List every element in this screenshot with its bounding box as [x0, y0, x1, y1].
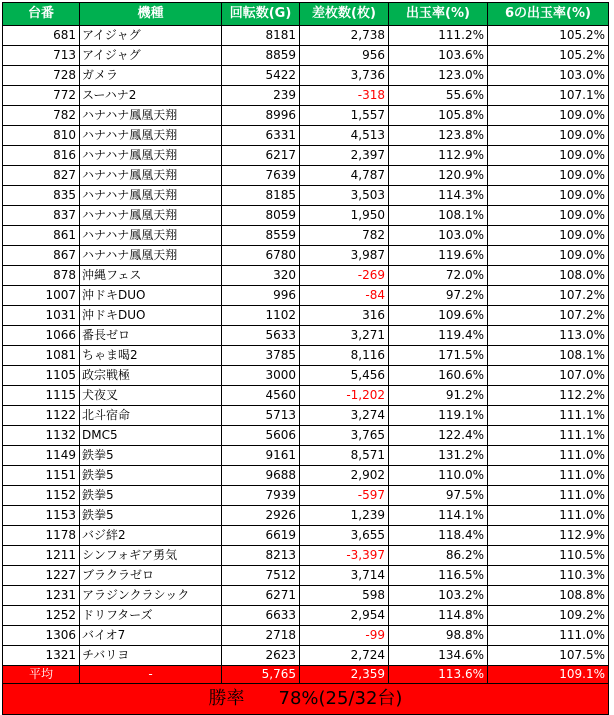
- cell-payout-rate: 98.8%: [389, 626, 488, 646]
- cell-spins: 6271: [222, 586, 300, 606]
- cell-machine-number: 1252: [3, 606, 80, 626]
- cell-model: アイジャグ: [80, 26, 222, 46]
- cell-machine-number: 1306: [3, 626, 80, 646]
- cell-model: 政宗戦極: [80, 366, 222, 386]
- cell-payout-rate: 123.8%: [389, 126, 488, 146]
- cell-machine-number: 1066: [3, 326, 80, 346]
- cell-diff: -1,202: [300, 386, 389, 406]
- cell-diff: -3,397: [300, 546, 389, 566]
- table-row: [3, 606, 609, 626]
- cell-model: 鉄拳5: [80, 506, 222, 526]
- cell-machine-number: 713: [3, 46, 80, 66]
- cell-machine-number: 772: [3, 86, 80, 106]
- cell-setting6-rate: 109.0%: [488, 246, 609, 266]
- cell-machine-number: 1211: [3, 546, 80, 566]
- cell-machine-number: 782: [3, 106, 80, 126]
- cell-model: バジ絆2: [80, 526, 222, 546]
- table-row: [3, 386, 609, 406]
- cell-spins: 9161: [222, 446, 300, 466]
- cell-machine-number: 1321: [3, 646, 80, 666]
- header-setting6-rate: 6の出玉率(%): [488, 3, 609, 26]
- cell-setting6-rate: 112.9%: [488, 526, 609, 546]
- cell-model: チバリヨ: [80, 646, 222, 666]
- cell-model: ドリフターズ: [80, 606, 222, 626]
- cell-setting6-rate: 111.0%: [488, 466, 609, 486]
- cell-setting6-rate: 107.2%: [488, 306, 609, 326]
- cell-model: ハナハナ鳳凰天翔: [80, 226, 222, 246]
- average-rate6: 109.1%: [488, 666, 609, 684]
- cell-model: バイオ7: [80, 626, 222, 646]
- cell-payout-rate: 86.2%: [389, 546, 488, 566]
- cell-diff: -99: [300, 626, 389, 646]
- cell-model: シンフォギア勇気: [80, 546, 222, 566]
- cell-diff: 2,738: [300, 26, 389, 46]
- cell-setting6-rate: 107.5%: [488, 646, 609, 666]
- cell-setting6-rate: 109.0%: [488, 126, 609, 146]
- cell-payout-rate: 160.6%: [389, 366, 488, 386]
- cell-setting6-rate: 109.0%: [488, 186, 609, 206]
- cell-model: スーハナ2: [80, 86, 222, 106]
- cell-diff: 2,902: [300, 466, 389, 486]
- cell-model: ハナハナ鳳凰天翔: [80, 186, 222, 206]
- cell-diff: 8,571: [300, 446, 389, 466]
- cell-setting6-rate: 113.0%: [488, 326, 609, 346]
- cell-payout-rate: 122.4%: [389, 426, 488, 446]
- table-row: [3, 326, 609, 346]
- cell-diff: 3,271: [300, 326, 389, 346]
- cell-machine-number: 867: [3, 246, 80, 266]
- cell-model: 沖ドキDUO: [80, 286, 222, 306]
- table-row: [3, 566, 609, 586]
- cell-spins: 9688: [222, 466, 300, 486]
- cell-payout-rate: 171.5%: [389, 346, 488, 366]
- cell-diff: 1,557: [300, 106, 389, 126]
- cell-setting6-rate: 111.0%: [488, 486, 609, 506]
- cell-payout-rate: 131.2%: [389, 446, 488, 466]
- cell-machine-number: 1122: [3, 406, 80, 426]
- cell-spins: 4560: [222, 386, 300, 406]
- cell-payout-rate: 103.2%: [389, 586, 488, 606]
- cell-diff: -597: [300, 486, 389, 506]
- cell-machine-number: 1007: [3, 286, 80, 306]
- cell-setting6-rate: 110.5%: [488, 546, 609, 566]
- cell-model: ハナハナ鳳凰天翔: [80, 106, 222, 126]
- cell-machine-number: 1152: [3, 486, 80, 506]
- cell-machine-number: 1031: [3, 306, 80, 326]
- cell-setting6-rate: 111.0%: [488, 506, 609, 526]
- cell-diff: -84: [300, 286, 389, 306]
- cell-machine-number: 861: [3, 226, 80, 246]
- cell-model: 鉄拳5: [80, 466, 222, 486]
- cell-model: アラジンクラシック: [80, 586, 222, 606]
- cell-machine-number: 816: [3, 146, 80, 166]
- cell-diff: 2,724: [300, 646, 389, 666]
- cell-spins: 6331: [222, 126, 300, 146]
- cell-machine-number: 1227: [3, 566, 80, 586]
- average-row: [3, 666, 609, 684]
- table-row: [3, 246, 609, 266]
- win-rate-cell: [3, 684, 609, 715]
- cell-payout-rate: 114.8%: [389, 606, 488, 626]
- header-diff: 差枚数(枚): [300, 3, 389, 26]
- cell-model: 鉄拳5: [80, 486, 222, 506]
- table-row: [3, 226, 609, 246]
- cell-spins: 996: [222, 286, 300, 306]
- cell-machine-number: 1153: [3, 506, 80, 526]
- cell-setting6-rate: 111.0%: [488, 626, 609, 646]
- results-table: [2, 2, 608, 715]
- table-row: [3, 106, 609, 126]
- cell-model: 沖ドキDUO: [80, 306, 222, 326]
- cell-spins: 3000: [222, 366, 300, 386]
- cell-machine-number: 1231: [3, 586, 80, 606]
- cell-machine-number: 1081: [3, 346, 80, 366]
- table-row: [3, 406, 609, 426]
- cell-setting6-rate: 111.1%: [488, 426, 609, 446]
- table-row: [3, 586, 609, 606]
- cell-spins: 8185: [222, 186, 300, 206]
- cell-payout-rate: 120.9%: [389, 166, 488, 186]
- header-payout-rate: 出玉率(%): [389, 3, 488, 26]
- table-row: [3, 146, 609, 166]
- table-row: [3, 26, 609, 46]
- cell-payout-rate: 108.1%: [389, 206, 488, 226]
- cell-model: 北斗宿命: [80, 406, 222, 426]
- table-row: [3, 286, 609, 306]
- cell-spins: 3785: [222, 346, 300, 366]
- cell-payout-rate: 119.1%: [389, 406, 488, 426]
- table-row: [3, 466, 609, 486]
- cell-setting6-rate: 103.0%: [488, 66, 609, 86]
- cell-machine-number: 681: [3, 26, 80, 46]
- cell-payout-rate: 103.6%: [389, 46, 488, 66]
- header-model: 機種: [80, 3, 222, 26]
- cell-setting6-rate: 105.2%: [488, 26, 609, 46]
- cell-diff: 956: [300, 46, 389, 66]
- cell-setting6-rate: 108.8%: [488, 586, 609, 606]
- cell-spins: 8859: [222, 46, 300, 66]
- table-row: [3, 206, 609, 226]
- cell-payout-rate: 72.0%: [389, 266, 488, 286]
- cell-payout-rate: 112.9%: [389, 146, 488, 166]
- cell-payout-rate: 119.4%: [389, 326, 488, 346]
- cell-model: 鉄拳5: [80, 446, 222, 466]
- cell-spins: 5713: [222, 406, 300, 426]
- cell-model: ハナハナ鳳凰天翔: [80, 246, 222, 266]
- cell-setting6-rate: 109.0%: [488, 106, 609, 126]
- table-row: [3, 426, 609, 446]
- cell-spins: 8213: [222, 546, 300, 566]
- cell-diff: 3,655: [300, 526, 389, 546]
- average-spins: 5,765: [222, 666, 300, 684]
- cell-model: ハナハナ鳳凰天翔: [80, 146, 222, 166]
- table-row: [3, 546, 609, 566]
- cell-diff: 1,950: [300, 206, 389, 226]
- cell-spins: 6780: [222, 246, 300, 266]
- cell-spins: 8996: [222, 106, 300, 126]
- cell-diff: 2,954: [300, 606, 389, 626]
- cell-model: ハナハナ鳳凰天翔: [80, 126, 222, 146]
- cell-model: 番長ゼロ: [80, 326, 222, 346]
- cell-spins: 320: [222, 266, 300, 286]
- table-row: [3, 506, 609, 526]
- cell-setting6-rate: 109.0%: [488, 166, 609, 186]
- cell-spins: 6633: [222, 606, 300, 626]
- cell-payout-rate: 116.5%: [389, 566, 488, 586]
- table-row: [3, 646, 609, 666]
- cell-machine-number: 835: [3, 186, 80, 206]
- cell-machine-number: 878: [3, 266, 80, 286]
- cell-machine-number: 1178: [3, 526, 80, 546]
- cell-spins: 2718: [222, 626, 300, 646]
- cell-setting6-rate: 109.0%: [488, 226, 609, 246]
- cell-machine-number: 827: [3, 166, 80, 186]
- cell-payout-rate: 134.6%: [389, 646, 488, 666]
- header-row: [3, 3, 609, 26]
- cell-model: ハナハナ鳳凰天翔: [80, 206, 222, 226]
- cell-setting6-rate: 108.1%: [488, 346, 609, 366]
- cell-payout-rate: 110.0%: [389, 466, 488, 486]
- table-row: [3, 346, 609, 366]
- header-spins: 回転数(G): [222, 3, 300, 26]
- cell-machine-number: 1105: [3, 366, 80, 386]
- cell-diff: 1,239: [300, 506, 389, 526]
- cell-payout-rate: 114.1%: [389, 506, 488, 526]
- table-row: [3, 46, 609, 66]
- table-row: [3, 446, 609, 466]
- cell-setting6-rate: 107.1%: [488, 86, 609, 106]
- table-row: [3, 66, 609, 86]
- cell-model: ブラクラゼロ: [80, 566, 222, 586]
- cell-diff: 782: [300, 226, 389, 246]
- cell-setting6-rate: 107.2%: [488, 286, 609, 306]
- table-row: [3, 186, 609, 206]
- cell-payout-rate: 103.0%: [389, 226, 488, 246]
- table-row: [3, 166, 609, 186]
- cell-setting6-rate: 109.0%: [488, 206, 609, 226]
- average-label: 平均: [3, 666, 80, 684]
- table-row: [3, 486, 609, 506]
- cell-machine-number: 1151: [3, 466, 80, 486]
- cell-model: アイジャグ: [80, 46, 222, 66]
- cell-spins: 6217: [222, 146, 300, 166]
- cell-model: 沖縄フェス: [80, 266, 222, 286]
- cell-machine-number: 1115: [3, 386, 80, 406]
- cell-diff: 3,765: [300, 426, 389, 446]
- average-rate: 113.6%: [389, 666, 488, 684]
- cell-spins: 8059: [222, 206, 300, 226]
- cell-payout-rate: 91.2%: [389, 386, 488, 406]
- cell-setting6-rate: 112.2%: [488, 386, 609, 406]
- cell-machine-number: 810: [3, 126, 80, 146]
- cell-spins: 8181: [222, 26, 300, 46]
- cell-model: ちゃま喝2: [80, 346, 222, 366]
- cell-diff: -318: [300, 86, 389, 106]
- table-row: [3, 526, 609, 546]
- cell-setting6-rate: 107.0%: [488, 366, 609, 386]
- cell-payout-rate: 109.6%: [389, 306, 488, 326]
- table-row: [3, 266, 609, 286]
- cell-diff: 3,736: [300, 66, 389, 86]
- table-row: [3, 366, 609, 386]
- cell-diff: 316: [300, 306, 389, 326]
- cell-diff: 2,397: [300, 146, 389, 166]
- cell-diff: 598: [300, 586, 389, 606]
- cell-spins: 6619: [222, 526, 300, 546]
- cell-setting6-rate: 109.0%: [488, 146, 609, 166]
- cell-machine-number: 837: [3, 206, 80, 226]
- table-row: [3, 86, 609, 106]
- cell-diff: 8,116: [300, 346, 389, 366]
- win-rate-row: [3, 684, 609, 715]
- cell-spins: 1102: [222, 306, 300, 326]
- cell-payout-rate: 123.0%: [389, 66, 488, 86]
- cell-model: DMC5: [80, 426, 222, 446]
- cell-payout-rate: 114.3%: [389, 186, 488, 206]
- cell-setting6-rate: 111.1%: [488, 406, 609, 426]
- win-rate-value: 78%(25/32台): [278, 688, 403, 709]
- cell-diff: 5,456: [300, 366, 389, 386]
- cell-model: ハナハナ鳳凰天翔: [80, 166, 222, 186]
- cell-spins: 5606: [222, 426, 300, 446]
- cell-machine-number: 1132: [3, 426, 80, 446]
- cell-setting6-rate: 111.0%: [488, 446, 609, 466]
- win-rate-label: 勝率: [208, 688, 245, 709]
- table-row: [3, 626, 609, 646]
- cell-payout-rate: 118.4%: [389, 526, 488, 546]
- cell-setting6-rate: 109.2%: [488, 606, 609, 626]
- cell-spins: 7639: [222, 166, 300, 186]
- cell-payout-rate: 97.2%: [389, 286, 488, 306]
- cell-diff: -269: [300, 266, 389, 286]
- cell-payout-rate: 111.2%: [389, 26, 488, 46]
- cell-diff: 3,987: [300, 246, 389, 266]
- cell-machine-number: 728: [3, 66, 80, 86]
- cell-spins: 8559: [222, 226, 300, 246]
- cell-payout-rate: 97.5%: [389, 486, 488, 506]
- cell-diff: 3,503: [300, 186, 389, 206]
- header-machine-number: 台番: [3, 3, 80, 26]
- cell-payout-rate: 55.6%: [389, 86, 488, 106]
- table-row: [3, 126, 609, 146]
- cell-diff: 4,787: [300, 166, 389, 186]
- cell-setting6-rate: 105.2%: [488, 46, 609, 66]
- cell-spins: 7512: [222, 566, 300, 586]
- cell-spins: 239: [222, 86, 300, 106]
- cell-spins: 5633: [222, 326, 300, 346]
- cell-setting6-rate: 110.3%: [488, 566, 609, 586]
- cell-spins: 7939: [222, 486, 300, 506]
- cell-diff: 4,513: [300, 126, 389, 146]
- cell-model: ガメラ: [80, 66, 222, 86]
- cell-payout-rate: 105.8%: [389, 106, 488, 126]
- cell-machine-number: 1149: [3, 446, 80, 466]
- cell-diff: 3,274: [300, 406, 389, 426]
- cell-spins: 2623: [222, 646, 300, 666]
- average-diff: 2,359: [300, 666, 389, 684]
- average-model: -: [80, 666, 222, 684]
- cell-payout-rate: 119.6%: [389, 246, 488, 266]
- table-row: [3, 306, 609, 326]
- cell-diff: 3,714: [300, 566, 389, 586]
- cell-spins: 5422: [222, 66, 300, 86]
- cell-setting6-rate: 108.0%: [488, 266, 609, 286]
- cell-model: 犬夜叉: [80, 386, 222, 406]
- cell-spins: 2926: [222, 506, 300, 526]
